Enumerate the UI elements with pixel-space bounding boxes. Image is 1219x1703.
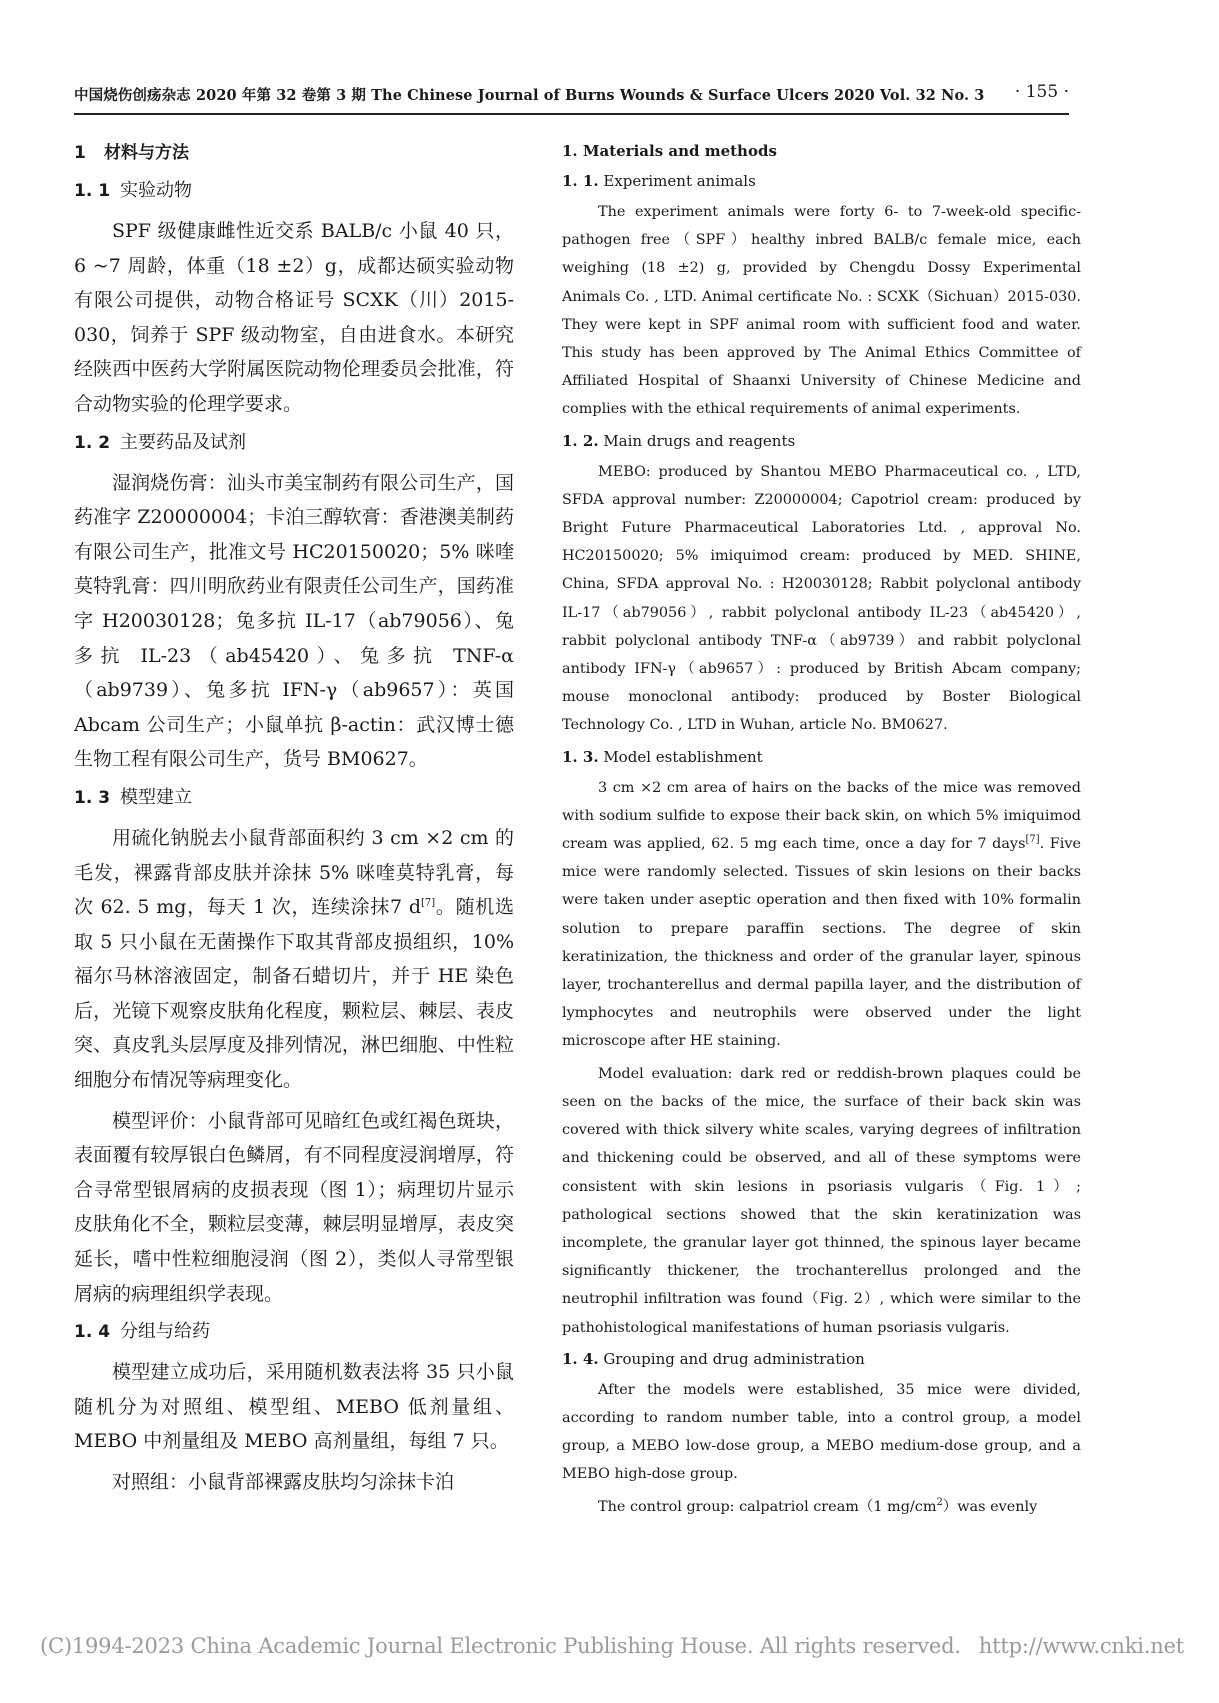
section-heading-1-3: [74, 783, 514, 813]
section-heading-1-1: [74, 176, 514, 206]
section-title: 材料与方法: [104, 143, 189, 163]
chinese-column: [74, 138, 514, 1506]
section-title: 实验动物: [120, 180, 192, 201]
section-title: Main drugs and reagents: [603, 431, 796, 450]
section-heading-1-1: [562, 168, 1081, 194]
paragraph-drugs-reagents: MEBO: produced by Shantou MEBO Pharmaceutical co. , LTD, SFDA approval number: Z20000004; Capotriol cream: produced by Bright Future Pharmaceutical Laboratories Ltd. , approval No. HC20150020; 5% imiquimod cream: produced by MED. SHINE, China, SFDA approval No. : H20030128; Rabbit polyclonal antibody IL-17（ab79056）, rabbit polyclonal antibody IL-23（ab45420）, rabbit polyclonal antibody TNF-α（ab9739）and rabbit polyclonal antibody IFN-γ（ab9657）: produced by British Abcam company; mouse monoclonal antibody: produced by Boster Biological Technology Co. , LTD in Wuhan, article No. BM0627.: [562, 463, 1081, 734]
paragraph-text: ）was evenly: [942, 1498, 1038, 1515]
section-number: 1. 4: [74, 1322, 111, 1343]
section-number: 1. 3.: [562, 747, 599, 766]
page-number: · 155 ·: [1014, 82, 1069, 102]
section-heading-1-2: [562, 428, 1081, 454]
citation-ref: [7]: [1025, 834, 1040, 846]
paragraph-model-evaluation: Model evaluation: dark red or reddish-brown plaques could be seen on the backs of the mice, the surface of their back skin was covered with thick silvery white scales, varying degrees of infiltration and thickening could be observed, and all of these symptoms were consistent with skin lesions in psoriasis vulgaris（Fig. 1）; pathological sections showed that the skin keratinization was incomplete, the granular layer got thinned, the spinous layer became significantly thickener, the trochanterellus prolonged and the neutrophil infiltration was found（Fig. 2）, which were similar to the pathohistological manifestations of human psoriasis vulgaris.: [562, 1065, 1081, 1336]
section-heading-1-2: [74, 428, 514, 458]
paragraph-grouping: 模型建立成功后，采用随机数表法将 35 只小鼠随机分为对照组、模型组、MEBO 低剂量组、MEBO 中剂量组及 MEBO 高剂量组，每组 7 只。: [74, 1361, 514, 1453]
paragraph-control-group: [562, 1493, 1081, 1521]
superscript-exponent: 2: [936, 1496, 943, 1508]
paragraph-text: 。随机选取 5 只小鼠在无菌操作下取其背部皮损组织，10% 福尔马林溶液固定，制备石蜡切片，并于 HE 染色后，光镜下观察皮肤角化程度，颗粒层、棘层、表皮突、真皮乳头层厚度及排列情况，淋巴细胞、中性粒细胞分布情况等病理变化。: [74, 896, 514, 1092]
section-number: 1. 4.: [562, 1349, 599, 1368]
section-title: Experiment animals: [603, 172, 756, 190]
section-title: Grouping and drug administration: [603, 1349, 865, 1368]
footer-url: http://www.cnki.net: [978, 1634, 1185, 1658]
section-heading-1: [74, 138, 514, 168]
section-heading-1: 1. Materials and methods: [562, 142, 777, 160]
paragraph-text: 用硫化钠脱去小鼠背部面积约 3 cm ×2 cm 的毛发，裸露背部皮肤并涂抹 5% 咪喹莫特乳膏，每次 62. 5 mg，每天 1 次，连续涂抹7 d: [74, 826, 514, 919]
section-heading-1-3: [562, 744, 1081, 770]
paragraph-animals: The experiment animals were forty 6- to 7-week-old specific-pathogen free（SPF）healthy inbred BALB/c female mice, each weighing (18 ±2) g, provided by Chengdu Dossy Experimental Animals Co. , LTD. Animal certificate No. : SCXK（Sichuan）2015-030. They were kept in SPF animal room with sufficient food and water. This study has been approved by The Animal Ethics Committee of Affiliated Hospital of Shaanxi University of Chinese Medicine and complies with the ethical requirements of animal experiments.: [562, 204, 1081, 418]
paragraph-text: 3 cm ×2 cm area of hairs on the backs of the mice was removed with sodium sulfide to expose their back skin, on which 5% imiquimod cream was applied, 62. 5 mg each time, once a day for 7 days: [562, 779, 1081, 853]
section-title: 分组与给药: [120, 1321, 210, 1343]
journal-citation-line: 中国烧伤创疡杂志 2020 年第 32 卷第 3 期 The Chinese Journal of Burns Wounds & Surface Ulcers 2020 Vol. 32 No. 3: [74, 87, 985, 104]
english-column: [562, 138, 1081, 1525]
paragraph-text: The control group: calpatriol cream（1 mg/cm: [598, 1498, 937, 1515]
running-header: [74, 82, 1069, 112]
paragraph-grouping: After the models were established, 35 mice were divided, according to random number table, into a control group, a model group, a MEBO low-dose group, a MEBO medium-dose group, and a MEBO high-dose group.: [562, 1381, 1081, 1483]
copyright-footer: [40, 1634, 1185, 1670]
section-number: 1. 1.: [562, 172, 599, 190]
section-number: 1: [74, 143, 86, 163]
section-heading-1-4: [74, 1317, 514, 1347]
section-number: 1. 3: [74, 787, 111, 808]
paragraph-drugs-reagents: 湿润烧伤膏：汕头市美宝制药有限公司生产，国药准字 Z20000004；卡泊三醇软膏：香港澳美制药有限公司生产，批准文号 HC20150020；5% 咪喹莫特乳膏：四川明欣药业有限责任公司生产，国药准字 H20030128；兔多抗 IL-17（ab79056）、兔多抗 IL-23（ab45420）、兔多抗 TNF-α（ab9739）、兔多抗 IFN-γ（ab9657）：英国 Abcam 公司生产；小鼠单抗 β-actin：武汉博士德生物工程有限公司生产，货号 BM0627。: [74, 471, 514, 771]
paragraph-model-evaluation: 模型评价：小鼠背部可见暗红色或红褐色斑块，表面覆有较厚银白色鳞屑，有不同程度浸润增厚，符合寻常型银屑病的皮损表现（图 1）；病理切片显示皮肤角化不全，颗粒层变薄，棘层明显增厚，表皮突延长，嗜中性粒细胞浸润（图 2），类似人寻常型银屑病的病理组织学表现。: [74, 1109, 514, 1305]
citation-ref: [7]: [421, 897, 436, 909]
header-divider: [74, 113, 1069, 115]
section-title: Model establishment: [603, 747, 763, 766]
section-title: 模型建立: [120, 786, 192, 808]
paragraph-text: . Five mice were randomly selected. Tissues of skin lesions on their backs were taken under aseptic operation and then fixed with 10% formalin solution to prepare paraffin sections. The degree of skin keratinization, the thickness and order of the granular layer, spinous layer, trochanterellus and dermal papilla layer, and the distribution of lymphocytes and neutrophils were observed under the light microscope after HE staining.: [562, 836, 1081, 1050]
paragraph-animals: SPF 级健康雌性近交系 BALB/c 小鼠 40 只，6 ~7 周龄，体重（18 ±2）g，成都达硕实验动物有限公司提供，动物合格证号 SCXK（川）2015-030，饲养于 SPF 级动物室，自由进食水。本研究经陕西中医药大学附属医院动物伦理委员会批准，符合动物实验的伦理学要求。: [74, 220, 514, 415]
paragraph-control-group: 对照组：小鼠背部裸露皮肤均匀涂抹卡泊: [112, 1471, 455, 1493]
section-number: 1. 2.: [562, 431, 599, 450]
section-number: 1. 1: [74, 181, 111, 201]
section-heading-1-4: [562, 1346, 1081, 1372]
section-title: 主要药品及试剂: [120, 431, 246, 453]
copyright-notice: (C)1994-2023 China Academic Journal Electronic Publishing House. All rights reserved.: [40, 1634, 961, 1658]
paragraph-model-establishment: [562, 774, 1081, 1056]
section-number: 1. 2: [74, 432, 111, 453]
paragraph-model-establishment: [74, 821, 514, 1098]
